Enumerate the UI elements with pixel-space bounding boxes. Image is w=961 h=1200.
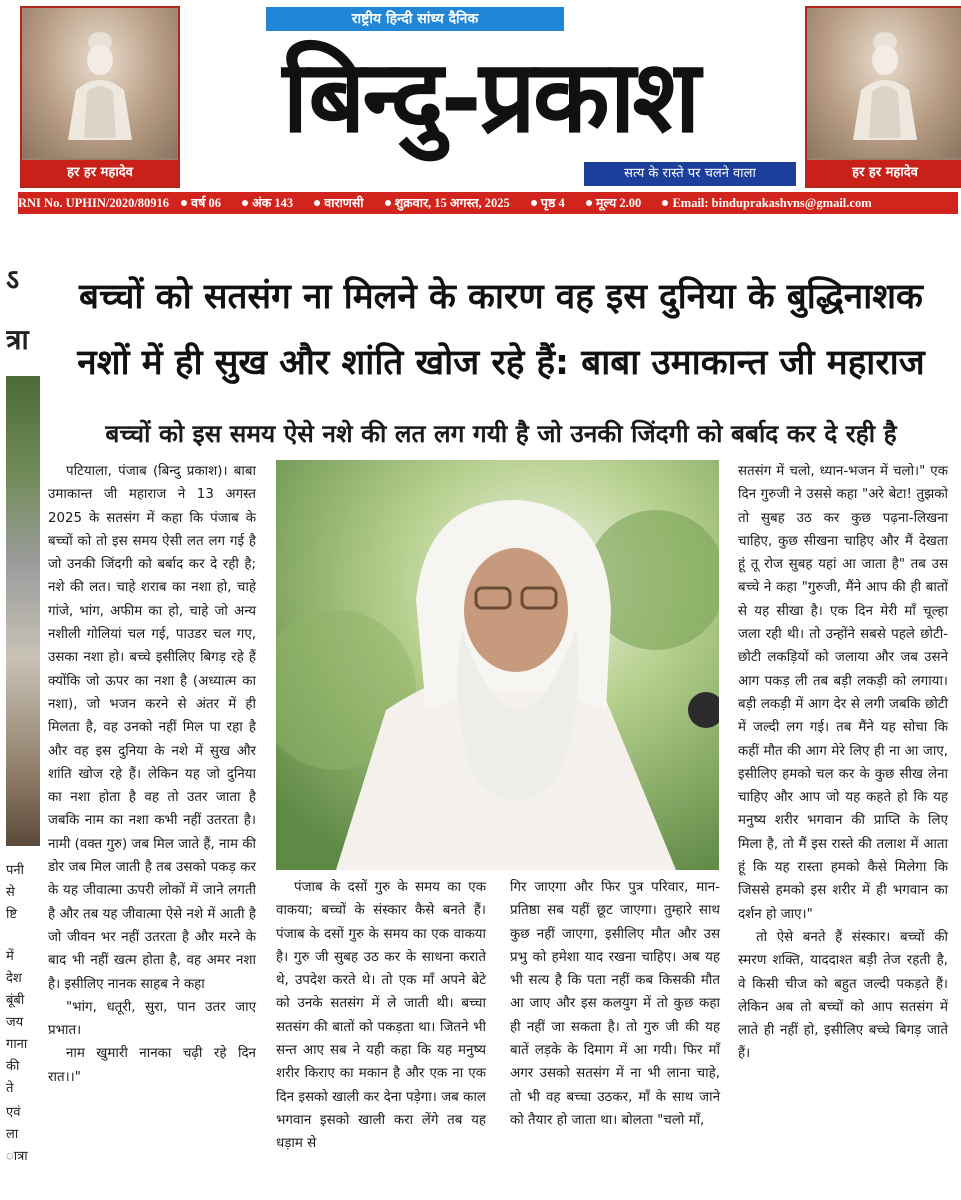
adjacent-article-fragment bbox=[6, 256, 40, 1200]
fragment-line: की bbox=[6, 1059, 20, 1074]
paragraph: पटियाला, पंजाब (बिन्दु प्रकाश)। बाबा उमाकान्त जी महाराज ने 13 अगस्त 2025 के सतसंग में कहा कि पंजाब के बच्चों को तो इस समय ऐसी लत लग गई है जो उनकी जिंदगी को बर्बाद कर दे रही है; नशे की लत। चाहे शराब का नशा हो, चाहे गांजे, भांग, अफीम का हो, चाहे जो अन्य नशीली गोलियां चल गई, पाउडर चल गए, उसका नशा हो। बच्चे इसीलिए बिगड़ रहे हैं क्योंकि जो ऊपर का नशा है (अध्यात्म का नशा), जो भजन करने से अंतर में ही मिलता है, वह उनको नहीं मिल पा रहा है और वह इस दुनिया के नशे में सुख और शांति खोज रहे हैं। लेकिन यह जो दुनिया का नशा होता है वह तो उतर जाता है जबकि नाम का नशा कभी नहीं उतरता है। नामी (वक्त गुरु) जब मिल जाते हैं, नाम की डोर जब मिल जाती है तब उसको पकड़ कर के यह जीवात्मा ऊपरी लोकों में जाने लगती है और तब यह जीवात्मा ऐसे नशे में आती है जो जीवन भर नहीं उतरता है और मरने के बाद भी नहीं खत्म होता है, वह अमर नशा है। इसीलिए नानक साहब ने कहा bbox=[48, 464, 256, 992]
right-caption: हर हर महादेव bbox=[807, 160, 961, 186]
fragment-photo bbox=[6, 376, 40, 846]
paragraph: तो ऐसे बनते हैं संस्कार। बच्चों की स्मरण शक्ति, याददाश्त बड़ी तेज रहती है, वे किसी चीज को बहुत जल्दी पकड़ते हैं। लेकिन अब तो बच्चों को आप सतसंग में लाते ही नहीं हो, इसीलिए बच्चे बिगड़ जाते हैं। bbox=[738, 929, 948, 1062]
fragment-line: पनी bbox=[6, 863, 24, 878]
portrait-image bbox=[276, 460, 719, 870]
issue-info-bar bbox=[18, 192, 958, 214]
paragraph: पंजाब के दसों गुरु के समय का एक वाकया; बच्चों के संस्कार कैसे बनते हैं। पंजाब के दसों गुरु के समय का एक वाकया है। गुरु जी सुबह उठ कर के साधना कराते थे, उपदेश करते थे। तो एक माँ अपने बेटे को उनके सतसंग में ले जाती थी। बच्चा सतसंग की बातों को पकड़ता था। जितने भी सन्त आए सब ने यही कहा कि यह मनुष्य शरीर किराए का मकान है और एक ना एक दिन इसको खाली कर देना पड़ेगा। जब काल भगवान इसको खाली करा लेंगे तब यह धड़ाम से bbox=[276, 880, 486, 1152]
headline-line-2: नशों में ही सुख और शांति खोज रहे हैं: बाबा उमाकान्त जी महाराज bbox=[77, 343, 925, 383]
fragment-line: ात्रा bbox=[6, 1149, 28, 1164]
article-column-1 bbox=[48, 460, 256, 1089]
headline-line-1: बच्चों को सतसंग ना मिलने के कारण वह इस दुनिया के बुद्धिनाशक bbox=[79, 277, 923, 317]
shiva-statue-image bbox=[62, 30, 138, 140]
fragment-line: जय bbox=[6, 1015, 24, 1030]
left-caption: हर हर महादेव bbox=[22, 160, 178, 186]
fragment-line: गाना bbox=[6, 1037, 28, 1052]
fragment-text: त्रा bbox=[6, 323, 29, 356]
fragment-line: बूंबी bbox=[6, 993, 25, 1008]
newspaper-motto: सत्य के रास्ते पर चलने वाला bbox=[584, 162, 796, 186]
newspaper-title: बिन्दु-प्रकाश bbox=[282, 37, 698, 155]
paragraph: गिर जाएगा और फिर पुत्र परिवार, मान-प्रतिष्ठा सब यहीं छूट जाएगा। तुम्हारे साथ कुछ नहीं जाएगा, इसीलिए मौत और उस प्रभु को हमेशा याद रखना चाहिए। अब यह भी सत्य है कि पता नहीं कब किसकी मौत आ जाए और इस कलयुग में तो कुछ कहा ही नहीं जा सकता है। तो गुरु जी की यह बातें लड़के के दिमाग में आ गयी। फिर माँ अगर उसको सतसंग में ना भी लाना चाहे, तो भी वह बच्चा उठकर, माँ के साथ जाने को तैयार हो जाता था। बोलता "चलो माँ, bbox=[510, 880, 720, 1128]
city: वाराणसी bbox=[324, 196, 364, 210]
quote-line: नाम खुमारी नानका चढ़ी रहे दिन रात।।" bbox=[48, 1046, 256, 1085]
newspaper-tagline: राष्ट्रीय हिन्दी सांध्य दैनिक bbox=[266, 7, 564, 31]
article-column-3 bbox=[510, 876, 720, 1132]
fragment-line: से bbox=[6, 885, 15, 900]
article-column-2 bbox=[276, 876, 486, 1156]
baba-umakant-photo bbox=[276, 460, 719, 870]
rni-number: RNI No. UPHIN/2020/80916 bbox=[18, 196, 170, 210]
shiva-statue-image bbox=[847, 30, 923, 140]
fragment-line: ला bbox=[6, 1127, 19, 1142]
price: मूल्य 2.00 bbox=[595, 196, 642, 210]
fragment-line: ते bbox=[6, 1081, 14, 1096]
fragment-line: एवं bbox=[6, 1105, 21, 1120]
fragment-text: ऽ bbox=[6, 263, 20, 296]
year: वर्ष 06 bbox=[191, 196, 221, 210]
issue-number: अंक 143 bbox=[252, 196, 294, 210]
sub-headline: बच्चों को इस समय ऐसे नशे की लत लग गयी है जो उनकी जिंदगी को बर्बाद कर दे रही है bbox=[105, 419, 897, 448]
fragment-line: में bbox=[6, 949, 14, 964]
left-deity-box bbox=[20, 6, 180, 188]
fragment-line: देश bbox=[6, 971, 22, 986]
page-number: पृष्ठ 4 bbox=[540, 196, 565, 210]
email[interactable]: Email: binduprakashvns@gmail.com bbox=[672, 196, 872, 210]
paragraph: सतसंग में चलो, ध्यान-भजन में चलो।" एक दिन गुरुजी ने उससे कहा "अरे बेटा! तुझको तो सुबह उठ कर कुछ पढ़ना-लिखना चाहिए, कुछ सीखना चाहिए और मैं देखता हूं तू रोज सुबह यहां आ जाता है" तब उस बच्चे ने कहा "गुरुजी, मैंने आप की ही बातों से यह सीखा है। एक दिन मेरी माँ चूल्हा जला रही थी। तो उन्होंने सबसे पहले छोटी-छोटी लकड़ियों को जलाया और जब उसने आग पकड़ ली तब बड़ी लकड़ी को लगाया। बड़ी लकड़ी में आग देर से लगी जबकि छोटी में जल्दी लग गई। तब मैंने यह सोचा कि कहीं मौत की आग मेरे लिए ही ना आ जाए, इसीलिए हमको चल कर के कुछ सीख लेना चाहिए और आप जो यह कहते हो कि यह मनुष्य शरीर भगवान की प्राप्ति के लिए मिला है, तो मैं इस रास्ते की तलाश में आता हूं कि यह रास्ता हमको कैसे मिलेगा कि जिससे हमको इस शरीर में ही भगवान का दर्शन हो जाए।" bbox=[738, 464, 948, 922]
date: शुक्रवार, 15 अगस्त, 2025 bbox=[394, 196, 510, 210]
quote-line: "भांग, धतूरी, सुरा, पान उतर जाए प्रभात। bbox=[48, 999, 256, 1039]
right-deity-box bbox=[805, 6, 961, 188]
article-column-4 bbox=[738, 460, 948, 1066]
fragment-line: ष्टि bbox=[6, 907, 17, 922]
